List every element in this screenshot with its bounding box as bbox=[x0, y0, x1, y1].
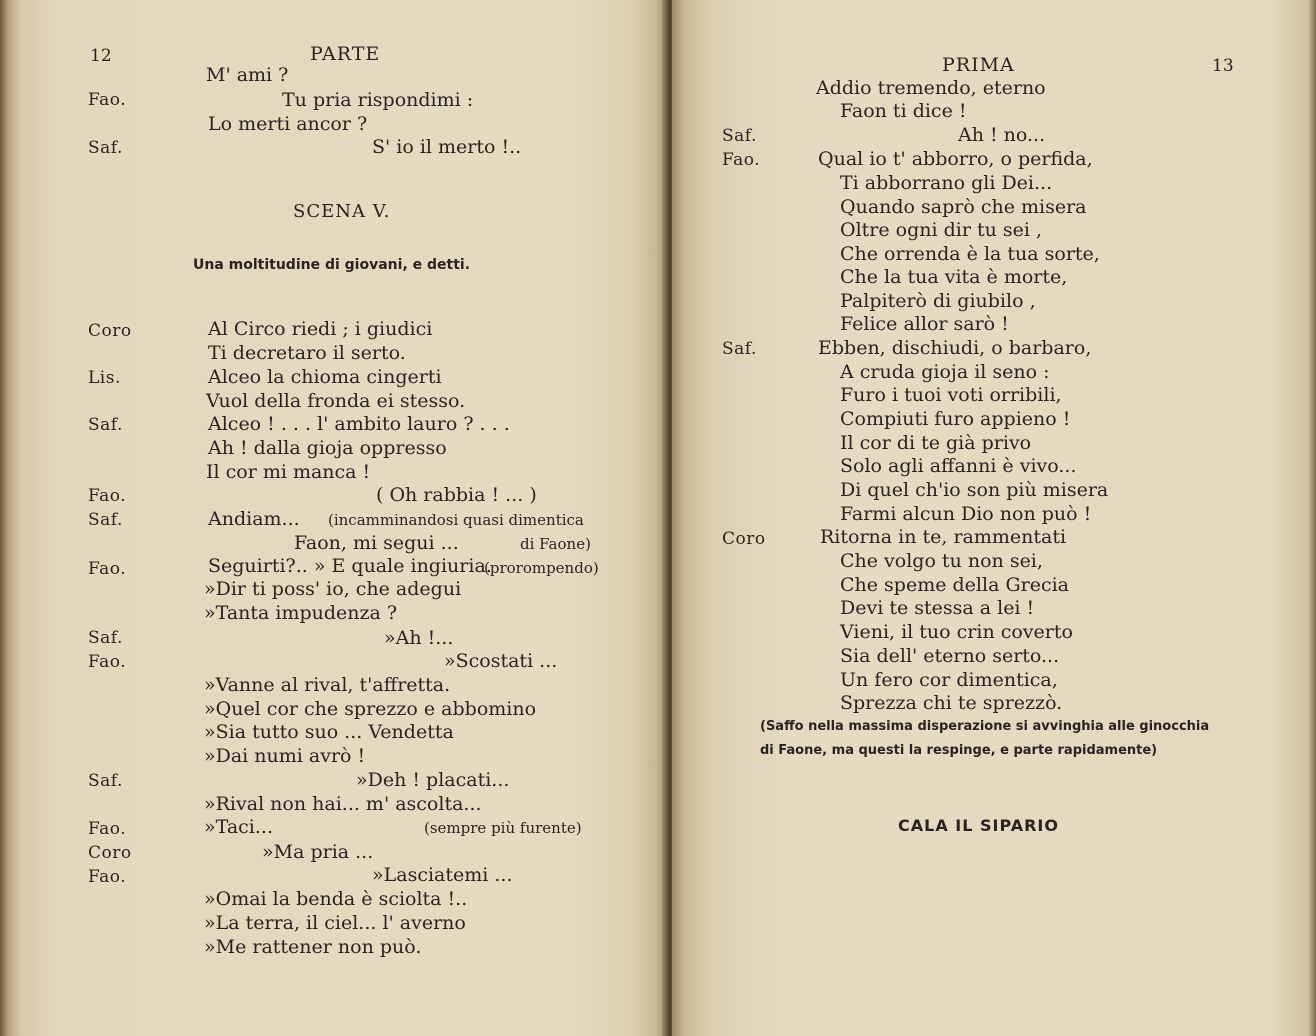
speaker-label: Saf. bbox=[88, 138, 123, 158]
verse-line: Ah ! dalla gioja oppresso bbox=[208, 437, 447, 459]
speaker-label: Coro bbox=[88, 843, 132, 863]
speaker-label: Saf. bbox=[88, 771, 123, 791]
verse-line: »Lasciatemi ... bbox=[372, 864, 513, 886]
verse-line: S' io il merto !.. bbox=[372, 136, 522, 158]
stage-aside: (sempre più furente) bbox=[424, 819, 582, 837]
speaker-label: Lis. bbox=[88, 368, 121, 388]
verse-line: Di quel ch'io son più misera bbox=[840, 479, 1109, 501]
speaker-label: Fao. bbox=[88, 867, 127, 887]
speaker-label: Fao. bbox=[88, 559, 127, 579]
stage-aside: (incamminandosi quasi dimentica bbox=[328, 511, 584, 529]
page-number: 12 bbox=[90, 46, 112, 66]
verse-line: Faon ti dice ! bbox=[840, 100, 967, 122]
verse-line: Addio tremendo, eterno bbox=[816, 77, 1046, 99]
curtain-line: CALA IL SIPARIO bbox=[898, 816, 1059, 835]
verse-line: »Scostati ... bbox=[444, 650, 558, 672]
stage-direction: (Saffo nella massima disperazione si avvinghia alle ginocchia bbox=[760, 719, 1210, 734]
stage-aside: di Faone) bbox=[520, 535, 591, 553]
verse-line: Devi te stessa a lei ! bbox=[840, 597, 1035, 619]
verse-line: Il cor mi manca ! bbox=[206, 461, 371, 483]
speaker-label: Fao. bbox=[88, 652, 127, 672]
verse-line: Farmi alcun Dio non può ! bbox=[840, 503, 1092, 525]
verse-line: Palpiterò di giubilo , bbox=[840, 290, 1036, 312]
speaker-label: Fao. bbox=[88, 90, 127, 110]
verse-line: Seguirti?.. » E quale ingiuria. bbox=[208, 555, 492, 577]
verse-line: »Taci... bbox=[204, 816, 273, 838]
verse-line: Ti decretaro il serto. bbox=[208, 342, 406, 364]
stage-aside: (prorompendo) bbox=[484, 559, 599, 577]
verse-line: Compiuti furo appieno ! bbox=[840, 408, 1071, 430]
speaker-label: Fao. bbox=[722, 150, 761, 170]
verse-line: Furo i tuoi voti orribili, bbox=[840, 384, 1062, 406]
verse-line: Ti abborrano gli Dei... bbox=[840, 172, 1053, 194]
verse-line: Alceo la chioma cingerti bbox=[208, 366, 442, 388]
verse-line: »Ah !... bbox=[384, 627, 454, 649]
speaker-label: Fao. bbox=[88, 486, 127, 506]
verse-line: Lo merti ancor ? bbox=[208, 113, 368, 135]
verse-line: Ebben, dischiudi, o barbaro, bbox=[818, 337, 1092, 359]
verse-line: »La terra, il ciel... l' averno bbox=[204, 912, 466, 934]
verse-line: Solo agli affanni è vivo... bbox=[840, 455, 1077, 477]
verse-line: Alceo ! . . . l' ambito lauro ? . . . bbox=[208, 413, 510, 435]
verse-line: Faon, mi segui ... bbox=[294, 532, 459, 554]
speaker-label: Saf. bbox=[722, 126, 757, 146]
verse-line: »Vanne al rival, t'affretta. bbox=[204, 674, 451, 696]
right-page bbox=[672, 0, 1316, 1036]
speaker-label: Saf. bbox=[88, 628, 123, 648]
verse-line: Un fero cor dimentica, bbox=[840, 669, 1058, 691]
verse-line: Vieni, il tuo crin coverto bbox=[840, 621, 1073, 643]
verse-line: Tu pria rispondimi : bbox=[282, 89, 474, 111]
stage-direction: di Faone, ma questi la respinge, e parte rapidamente) bbox=[760, 743, 1158, 758]
verse-line: Vuol della fronda ei stesso. bbox=[206, 390, 466, 412]
verse-line: »Dai numi avrò ! bbox=[204, 745, 366, 767]
speaker-label: Saf. bbox=[722, 339, 757, 359]
page-number: 13 bbox=[1212, 56, 1234, 76]
verse-line: »Deh ! placati... bbox=[356, 769, 510, 791]
verse-line: »Dir ti poss' io, che adegui bbox=[204, 578, 462, 600]
speaker-label: Fao. bbox=[88, 819, 127, 839]
verse-line: Oltre ogni dir tu sei , bbox=[840, 219, 1043, 241]
running-head: PRIMA bbox=[942, 54, 1015, 76]
verse-line: Che orrenda è la tua sorte, bbox=[840, 243, 1100, 265]
verse-line: Sia dell' eterno serto... bbox=[840, 645, 1060, 667]
verse-line: »Tanta impudenza ? bbox=[204, 602, 398, 624]
verse-line: »Ma pria ... bbox=[262, 841, 374, 863]
verse-line: Quando saprò che misera bbox=[840, 196, 1087, 218]
verse-line: Il cor di te già privo bbox=[840, 432, 1032, 454]
verse-line: »Quel cor che sprezzo e abbomino bbox=[204, 698, 537, 720]
verse-line: M' ami ? bbox=[206, 64, 289, 86]
verse-line: ( Oh rabbia ! ... ) bbox=[376, 484, 537, 506]
verse-line: »Sia tutto suo ... Vendetta bbox=[204, 721, 454, 743]
verse-line: »Me rattener non può. bbox=[204, 936, 422, 958]
verse-line: Che volgo tu non sei, bbox=[840, 550, 1043, 572]
stage-direction: Una moltitudine di giovani, e detti. bbox=[193, 257, 471, 273]
speaker-label: Saf. bbox=[88, 510, 123, 530]
verse-line: »Rival non hai... m' ascolta... bbox=[204, 793, 482, 815]
verse-line: Al Circo riedi ; i giudici bbox=[208, 318, 433, 340]
verse-line: »Omai la benda è sciolta !.. bbox=[204, 888, 468, 910]
scene-title: SCENA V. bbox=[293, 201, 391, 222]
verse-line: Ah ! no... bbox=[958, 124, 1046, 146]
verse-line: Ritorna in te, rammentati bbox=[820, 526, 1067, 548]
running-head: PARTE bbox=[310, 43, 381, 65]
verse-line: Sprezza chi te sprezzò. bbox=[840, 692, 1063, 714]
verse-line: Andiam... bbox=[208, 508, 300, 530]
verse-line: Qual io t' abborro, o perfida, bbox=[818, 148, 1093, 170]
verse-line: Che speme della Grecia bbox=[840, 574, 1069, 596]
speaker-label: Coro bbox=[88, 321, 132, 341]
verse-line: A cruda gioja il seno : bbox=[840, 361, 1050, 383]
verse-line: Felice allor sarò ! bbox=[840, 313, 1009, 335]
speaker-label: Saf. bbox=[88, 415, 123, 435]
verse-line: Che la tua vita è morte, bbox=[840, 266, 1068, 288]
speaker-label: Coro bbox=[722, 529, 766, 549]
